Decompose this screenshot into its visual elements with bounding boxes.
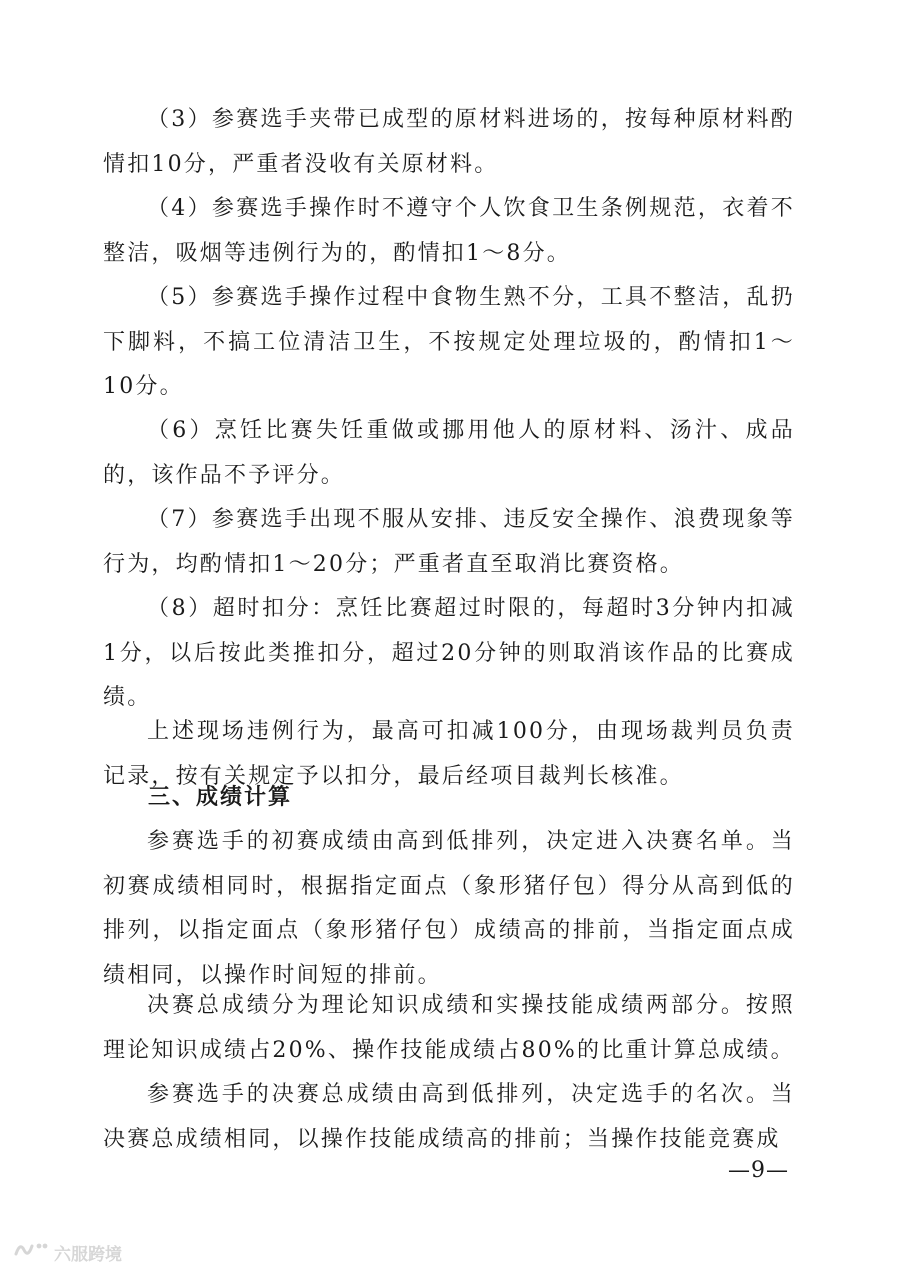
paragraph-final-ranking: 参赛选手的决赛总成绩由高到低排列，决定选手的名次。当决赛总成绩相同，以操作技能成绩高的排前；当操作技能竞赛成: [103, 1082, 795, 1152]
wechat-channel-icon: [14, 1240, 50, 1265]
paragraph-rule-6: （6）烹饪比赛失饪重做或挪用他人的原材料、汤汁、成品的，该作品不予评分。: [103, 418, 795, 488]
paragraph-rule-4: （4）参赛选手操作时不遵守个人饮食卫生条例规范，衣着不整洁，吸烟等违例行为的，酌情扣1～8分。: [103, 196, 795, 266]
paragraph-violation-summary: 上述现场违例行为，最高可扣减100分，由现场裁判员负责记录，按有关规定予以扣分，最后经项目裁判长核准。: [103, 719, 795, 789]
paragraph-preliminary-ranking: 参赛选手的初赛成绩由高到低排列，决定进入决赛名单。当初赛成绩相同时，根据指定面点（象形猪仔包）得分从高到低的排列，以指定面点（象形猪仔包）成绩高的排前，当指定面点成绩相同，以操作时间短的排前。: [103, 829, 795, 988]
watermark: [14, 1240, 122, 1265]
section-heading: 三、成绩计算: [148, 785, 293, 810]
paragraph-final-score-composition: 决赛总成绩分为理论知识成绩和实操技能成绩两部分。按照理论知识成绩占20%、操作技能成绩占80%的比重计算总成绩。: [103, 993, 795, 1063]
watermark-text: 六服跨境: [54, 1245, 122, 1265]
page-number: —9—: [728, 1158, 789, 1183]
paragraph-rule-5: （5）参赛选手操作过程中食物生熟不分，工具不整洁，乱扔下脚料，不搞工位清洁卫生，不按规定处理垃圾的，酌情扣1～10分。: [103, 285, 795, 399]
paragraph-rule-7: （7）参赛选手出现不服从安排、违反安全操作、浪费现象等行为，均酌情扣1～20分；严重者直至取消比赛资格。: [103, 507, 795, 577]
paragraph-rule-3: （3）参赛选手夹带已成型的原材料进场的，按每种原材料酌情扣10分，严重者没收有关原材料。: [103, 107, 795, 177]
paragraph-rule-8: （8）超时扣分：烹饪比赛超过时限的，每超时3分钟内扣减1分，以后按此类推扣分，超过20分钟的则取消该作品的比赛成绩。: [103, 596, 795, 710]
